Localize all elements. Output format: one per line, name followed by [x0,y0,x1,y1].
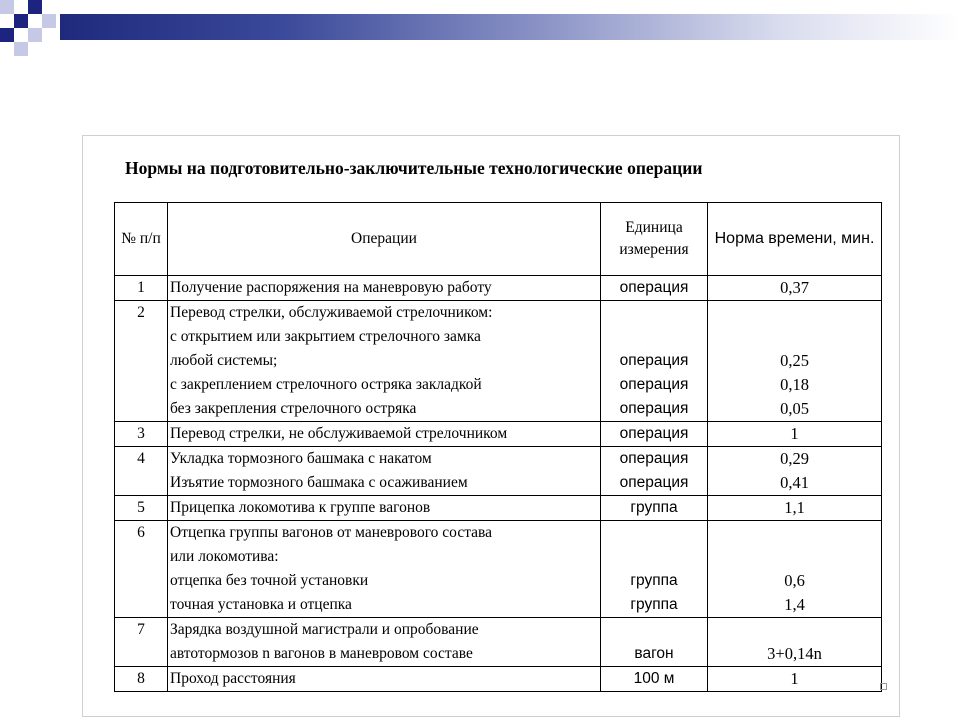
cell-norm-value [708,618,882,667]
cell-operation-line: Перевод стрелки, обслуживаемой стрелочником: [170,304,493,321]
cell-operation-line: Перевод стрелки, не обслуживаемой стрелочником [170,425,508,442]
norms-table [114,202,882,692]
cell-norm-value [708,422,882,447]
decor-square [28,0,42,14]
header-norm: Норма времени, мин. [708,203,882,276]
cell-num: 3 [115,422,168,447]
cell-norm-value [708,521,882,618]
cell-operation-line: точная установка и отцепка [170,596,352,613]
table-row [115,618,882,667]
cell-operation [168,301,601,422]
cell-unit [601,276,708,301]
table-row [115,301,882,422]
cell-operation-line: без закрепления стрелочного остряка [170,400,417,417]
cell-norm-value-line [710,521,879,545]
cell-operation-line: Зарядка воздушной магистрали и опробование [170,621,479,638]
cell-num: 2 [115,301,168,422]
cell-unit-line: группа [630,572,678,589]
cell-operation [168,276,601,301]
cell-unit [601,496,708,521]
document-title: Нормы на подготовительно-заключительные технологические операции [125,158,703,178]
cell-norm-value-line: 1 [790,424,799,443]
cell-norm-value-line: 0,37 [780,278,809,297]
cell-norm-value [708,496,882,521]
cell-norm-value [708,447,882,496]
cell-operation [168,447,601,496]
cell-unit [601,447,708,496]
cell-norm-value-line: 0,18 [780,375,809,394]
table-row [115,521,882,618]
cell-unit-line [603,301,705,325]
table-header-row [115,203,882,276]
cell-unit-line: 100 м [633,670,675,687]
cell-norm-value-line: 1,4 [784,595,805,614]
cell-operation-line: Прицепка локомотива к группе вагонов [170,499,431,516]
decor-square [14,42,28,56]
cell-norm-value-line: 1 [790,669,799,688]
cell-num: 5 [115,496,168,521]
cell-operation [168,667,601,692]
cell-norm-value-line [710,301,879,325]
cell-operation-line: Проход расстояния [170,670,296,687]
header-unit: Единица измерения [601,203,708,276]
cell-operation-line: или локомотива: [170,548,279,565]
cell-unit [601,301,708,422]
cell-operation-line: с закреплением стрелочного остряка закладкой [170,376,482,393]
cell-unit [601,521,708,618]
cell-operation [168,496,601,521]
decor-square [14,14,28,28]
cell-operation-line: с открытием или закрытием стрелочного замка [170,328,481,345]
decor-square [28,28,42,42]
table-body [115,276,882,692]
cell-unit-line: операция [619,352,689,369]
decor-square [42,14,56,28]
resize-handle-mark [880,683,887,690]
cell-operation-line: Отцепка группы вагонов от маневрового состава [170,524,493,541]
table-row [115,422,882,447]
table-row [115,447,882,496]
cell-unit-line: операция [619,425,689,442]
cell-num: 7 [115,618,168,667]
decor-square [0,28,14,42]
cell-operation-line: Получение распоряжения на маневровую работу [170,279,492,296]
cell-norm-value-line [710,618,879,642]
header-operation: Операции [168,203,601,276]
cell-operation-line: автотормозов n вагонов в маневровом составе [170,645,473,662]
cell-norm-value [708,667,882,692]
cell-norm-value-line: 0,25 [780,351,809,370]
cell-unit-line: операция [619,450,689,467]
cell-unit-line: операция [619,279,689,296]
cell-unit-line [603,618,705,642]
table-row [115,667,882,692]
cell-num: 1 [115,276,168,301]
cell-unit-line [603,545,705,569]
cell-num: 8 [115,667,168,692]
table-row [115,276,882,301]
cell-norm-value [708,301,882,422]
cell-operation [168,521,601,618]
cell-operation [168,618,601,667]
header-gradient-band [60,14,960,40]
cell-norm-value-line: 0,6 [784,571,805,590]
cell-norm-value-line [710,545,879,569]
cell-norm-value [708,276,882,301]
cell-unit [601,667,708,692]
cell-unit-line: операция [619,474,689,491]
table-row [115,496,882,521]
cell-num: 6 [115,521,168,618]
cell-unit [601,422,708,447]
cell-unit-line: группа [630,596,678,613]
cell-unit-line: операция [619,400,689,417]
cell-norm-value-line: 1,1 [784,498,805,517]
cell-unit [601,618,708,667]
cell-num: 4 [115,447,168,496]
cell-norm-value-line [710,325,879,349]
cell-unit-line: операция [619,376,689,393]
decor-square [0,0,14,14]
cell-norm-value-line: 3+0,14n [767,644,822,663]
cell-norm-value-line: 0,41 [780,473,809,492]
cell-norm-value-line: 0,05 [780,399,809,418]
cell-operation-line: Изъятие тормозного башмака с осаживанием [170,474,468,491]
cell-operation-line: любой системы; [170,352,278,369]
cell-operation-line: Укладка тормозного башмака с накатом [170,450,432,467]
cell-norm-value-line: 0,29 [780,449,809,468]
cell-unit-line: вагон [634,645,674,662]
cell-unit-line [603,325,705,349]
cell-operation [168,422,601,447]
cell-operation-line: отцепка без точной установки [170,572,369,589]
cell-unit-line: группа [630,499,678,516]
cell-unit-line [603,521,705,545]
header-num: № п/п [115,203,168,276]
